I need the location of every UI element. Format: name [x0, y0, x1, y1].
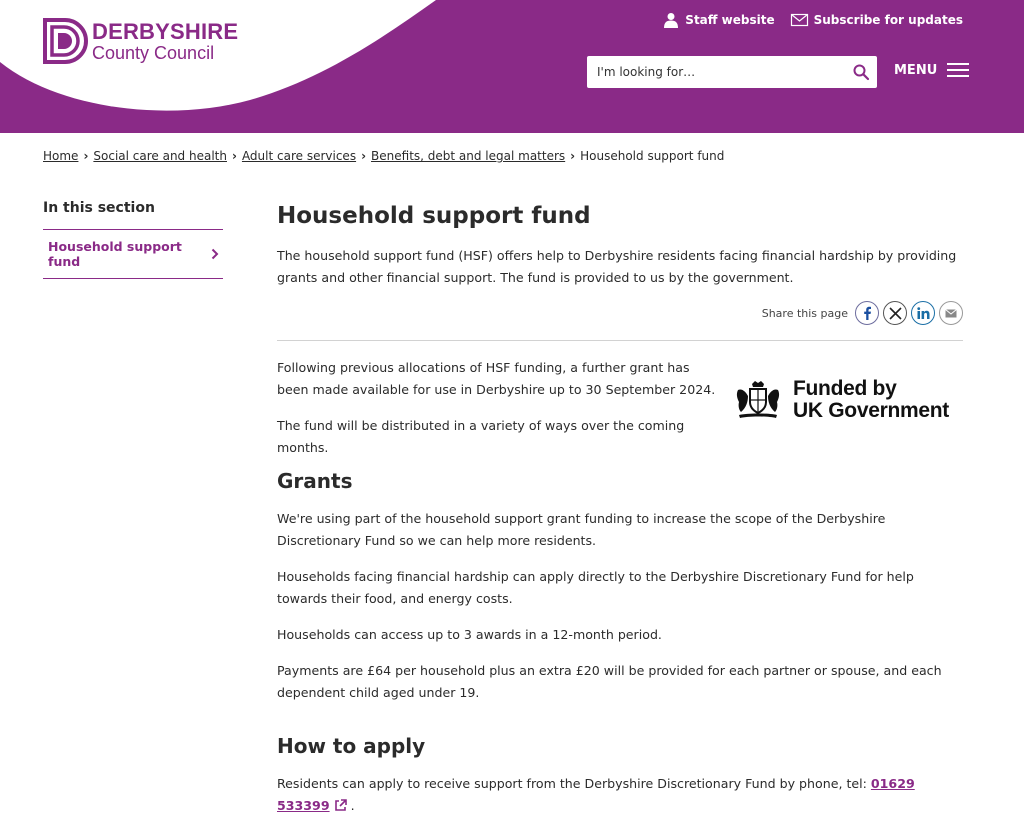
external-link-icon — [334, 799, 347, 812]
hsf-funding-section — [277, 357, 963, 459]
menu-label: MENU — [894, 62, 938, 78]
royal-coat-of-arms-icon — [735, 380, 781, 420]
section-sidebar — [43, 200, 223, 279]
gov-logo-line2: UK Government — [793, 399, 949, 422]
chevron-right-icon: › — [83, 149, 89, 163]
search-button[interactable] — [845, 56, 877, 88]
hsf-paragraph-1: Following previous allocations of HSF funding, a further grant has been made available for use in Derbyshire up to 30 September 2024. — [277, 360, 716, 397]
subscribe-label: Subscribe for updates — [813, 13, 963, 27]
chevron-right-icon: › — [570, 149, 576, 163]
breadcrumb-social-care[interactable]: Social care and health — [93, 149, 227, 163]
search-box — [587, 56, 877, 88]
share-email-button[interactable] — [939, 301, 963, 325]
search-input[interactable] — [587, 56, 845, 88]
gov-logo-line1: Funded by — [793, 377, 897, 400]
derbyshire-d-logo-icon — [43, 18, 89, 64]
chevron-right-icon: › — [361, 149, 367, 163]
share-linkedin-button[interactable] — [911, 301, 935, 325]
apply-text: Residents can apply to receive support from the Derbyshire Discretionary Fund by phone, tel: — [277, 776, 871, 791]
subscribe-link[interactable] — [791, 12, 963, 28]
funded-by-uk-government-logo — [735, 378, 949, 422]
chevron-right-icon: › — [231, 149, 237, 163]
hsf-paragraph-2: The fund will be distributed in a variety of ways over the coming months. — [277, 418, 685, 455]
divider — [277, 340, 963, 341]
how-to-apply-section — [277, 733, 963, 817]
phone-link[interactable]: 01629 533399 — [277, 776, 915, 813]
grants-heading: Grants — [277, 469, 353, 493]
staff-website-link[interactable] — [663, 12, 774, 28]
x-logo-icon — [889, 307, 902, 320]
apply-heading: How to apply — [277, 734, 426, 758]
site-logo[interactable] — [43, 18, 238, 64]
share-x-button[interactable] — [883, 301, 907, 325]
logo-line1: DERBYSHIRE — [92, 18, 239, 44]
gov-logo-text — [793, 378, 949, 422]
grants-paragraph-2: Households facing financial hardship can apply directly to the Derbyshire Discretionary Fund for help towards their food, and energy costs. — [277, 569, 914, 606]
search-icon — [853, 64, 869, 80]
email-icon — [945, 309, 957, 318]
share-label: Share this page — [761, 306, 848, 320]
main-content — [277, 200, 963, 813]
page-title: Household support fund — [277, 203, 591, 229]
grants-paragraph-1: We're using part of the household support grant funding to increase the scope of the Derbyshire Discretionary Fund so we can help more residents. — [277, 511, 886, 548]
sidebar-title: In this section — [43, 200, 155, 216]
grants-paragraph-4: Payments are £64 per household plus an extra £20 will be provided for each partner or spouse, and each dependent child aged under 19. — [277, 663, 942, 700]
linkedin-icon — [917, 307, 930, 319]
top-links — [663, 12, 963, 28]
share-facebook-button[interactable] — [855, 301, 879, 325]
facebook-icon — [862, 306, 872, 320]
sidebar-item-household-support-fund[interactable] — [43, 229, 223, 279]
hamburger-icon — [947, 62, 969, 78]
menu-button[interactable] — [894, 62, 969, 78]
logo-line2: County Council — [92, 42, 215, 63]
sidebar-item-label: Household support fund — [48, 239, 182, 269]
hsf-text — [277, 357, 717, 459]
logo-text — [92, 18, 239, 63]
breadcrumb-current: Household support fund — [580, 149, 725, 163]
person-icon — [663, 12, 679, 28]
envelope-icon — [791, 14, 808, 26]
chevron-right-icon — [211, 248, 219, 260]
breadcrumb-home[interactable]: Home — [43, 149, 79, 163]
share-bar — [762, 301, 963, 325]
breadcrumb-benefits[interactable]: Benefits, debt and legal matters — [371, 149, 566, 163]
apply-paragraph — [277, 773, 963, 817]
grants-section — [277, 468, 963, 704]
apply-text-end: . — [346, 798, 355, 813]
intro-paragraph: The household support fund (HSF) offers help to Derbyshire residents facing financial hardship by providing grants and other financial support. The fund is provided to us by the government. — [277, 248, 957, 285]
staff-website-label: Staff website — [685, 13, 775, 27]
breadcrumb — [43, 149, 724, 163]
grants-paragraph-3: Households can access up to 3 awards in a 12-month period. — [277, 627, 662, 642]
breadcrumb-adult-care[interactable]: Adult care services — [241, 149, 357, 163]
site-header — [0, 0, 1024, 133]
